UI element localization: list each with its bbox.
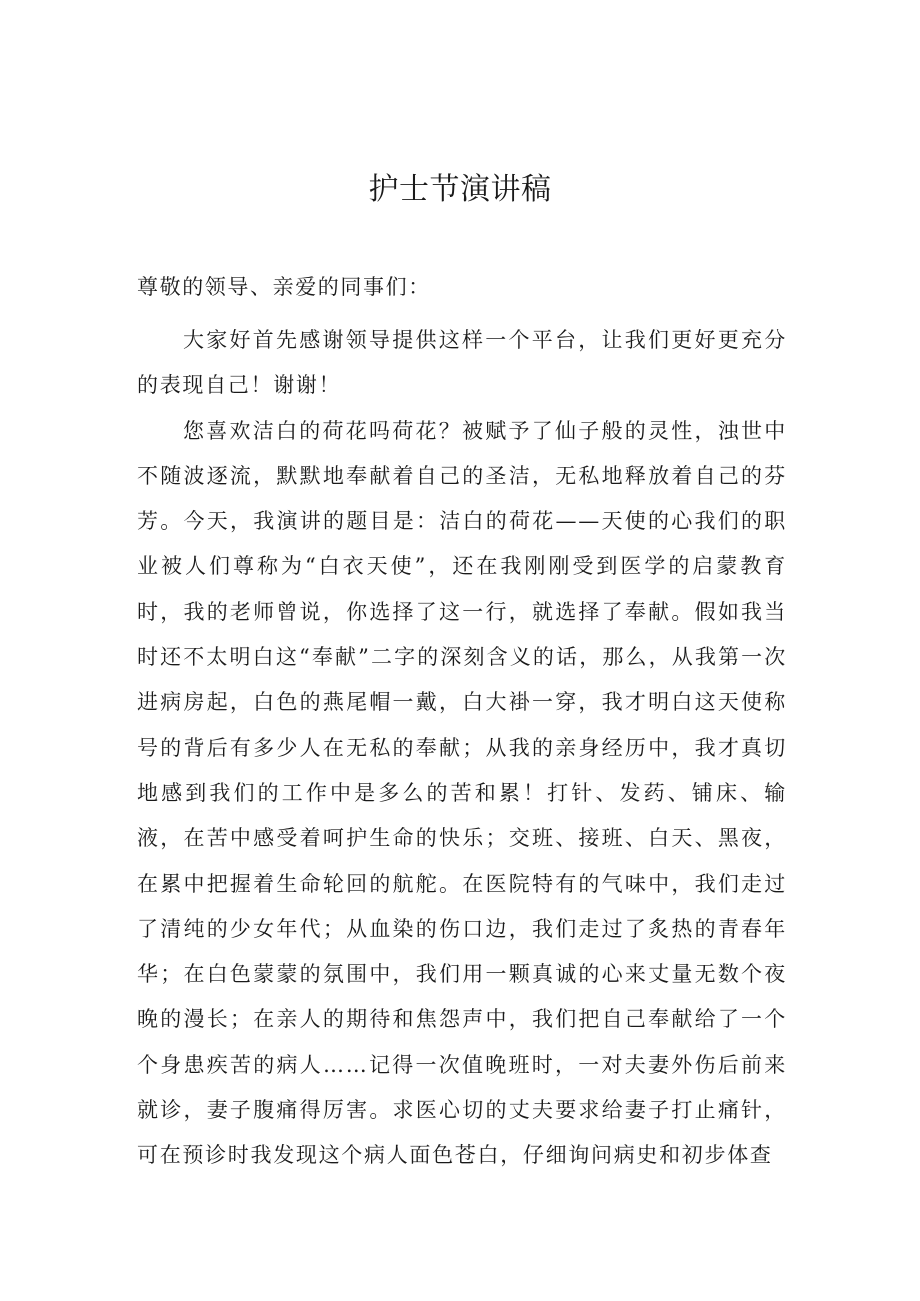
paragraph-main: 您喜欢洁白的荷花吗荷花？被赋予了仙子般的灵性，浊世中不随波逐流，默默地奉献着自己的圣洁，无私地释放着自己的芬芳。今天，我演讲的题目是：洁白的荷花——天使的心我们的职业被人们尊称为“白衣天使”，还在我刚刚受到医学的启蒙教育时，我的老师曾说，你选择了这一行，就选择了奉献。假如我当时还不太明白这“奉献”二字的深刻含义的话，那么，从我第一次进病房起，白色的燕尾帽一戴，白大褂一穿，我才明白这天使称号的背后有多少人在无私的奉献；从我的亲身经历中，我才真切地感到我们的工作中是多么的苦和累！打针、发药、铺床、输液，在苦中感受着呵护生命的快乐；交班、接班、白天、黑夜，在累中把握着生命轮回的航舵。在医院特有的气味中，我们走过了清纯的少女年代；从血染的伤口边，我们走过了炙热的青春年华；在白色蒙蒙的氛围中，我们用一颗真诚的心来丈量无数个夜晚的漫长；在亲人的期待和焦怨声中，我们把自己奉献给了一个个身患疾苦的病人……记得一次值晚班时，一对夫妻外伤后前来就诊，妻子腹痛得厉害。求医心切的丈夫要求给妻子打止痛针，可在预诊时我发现这个病人面色苍白，仔细询问病史和初步体查 (137, 418, 787, 1168)
paragraph-greeting: 大家好首先感谢领导提供这样一个平台，让我们更好更充分的表现自己！谢谢！ (137, 328, 787, 398)
salutation: 尊敬的领导、亲爱的同事们： (137, 275, 431, 299)
document-title: 护士节演讲稿 (368, 172, 552, 207)
document-body (137, 318, 787, 1179)
